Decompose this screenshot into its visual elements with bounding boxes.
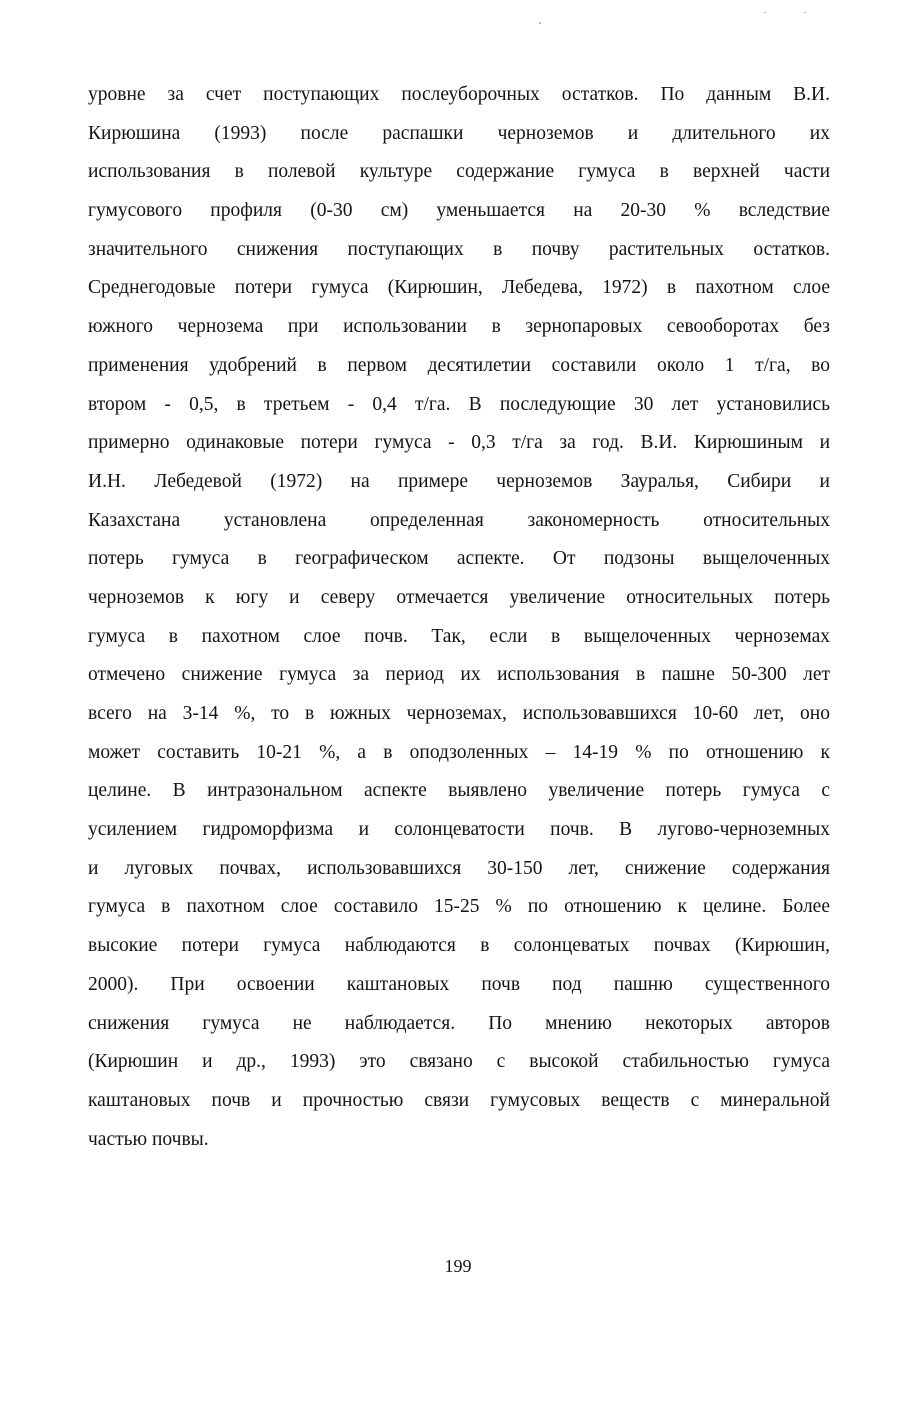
text-line: примерно одинаковые потери гумуса - 0,3 т/га за год. В.И. Кирюшиным и [88,432,830,454]
text-line-last: частью почвы. [88,1128,209,1150]
body-paragraph [88,76,830,1159]
text-line: целине. В интразональном аспекте выявлено увеличение потерь гумуса с [88,780,830,802]
text-line: втором - 0,5, в третьем - 0,4 т/га. В последующие 30 лет установились [88,393,830,415]
text-line: (Кирюшин и др., 1993) это связано с высокой стабильностью гумуса [88,1051,830,1073]
text-line: значительного снижения поступающих в почву растительных остатков. [88,238,830,260]
text-line: Среднегодовые потери гумуса (Кирюшин, Лебедева, 1972) в пахотном слое [88,277,830,299]
scan-speck [539,22,541,24]
text-line: применения удобрений в первом десятилетии составили около 1 т/га, во [88,354,830,376]
text-line: каштановых почв и прочностью связи гумусовых веществ с минеральной [88,1089,830,1111]
text-line: снижения гумуса не наблюдается. По мнению некоторых авторов [88,1012,830,1034]
text-line: уровне за счет поступающих послеуборочных остатков. По данным В.И. [88,84,830,105]
text-line: Кирюшина (1993) после распашки черноземов и длительного их [88,122,830,144]
text-line: высокие потери гумуса наблюдаются в солонцеватых почвах (Кирюшин, [88,935,830,957]
text-line: гумуса в пахотном слое составило 15-25 % по отношению к целине. Более [88,896,830,918]
text-line: южного чернозема при использовании в зернопаровых севооборотах без [88,316,830,338]
text-line: отмечено снижение гумуса за период их использования в пашне 50-300 лет [88,664,830,686]
text-line: 2000). При освоении каштановых почв под пашню существенного [88,973,830,995]
text-line: гумусового профиля (0-30 см) уменьшается на 20-30 % вследствие [88,200,830,222]
text-line: может составить 10-21 %, а в оподзоленных – 14-19 % по отношению к [88,741,830,763]
text-line: потерь гумуса в географическом аспекте. От подзоны выщелоченных [88,548,830,570]
scan-speck [804,12,806,13]
page-number: 199 [444,1256,472,1276]
text-line: черноземов к югу и северу отмечается увеличение относительных потерь [88,586,830,608]
scan-speck [764,12,766,13]
text-line: И.Н. Лебедевой (1972) на примере черноземов Зауралья, Сибири и [88,470,830,492]
text-line: использования в полевой культуре содержание гумуса в верхней части [88,161,830,183]
text-line: усилением гидроморфизма и солонцеватости почв. В лугово-черноземных [88,819,830,841]
text-line: Казахстана установлена определенная закономерность относительных [88,509,830,531]
text-line: и луговых почвах, использовавшихся 30-150 лет, снижение содержания [88,857,830,879]
text-line: гумуса в пахотном слое почв. Так, если в выщелоченных черноземах [88,625,830,647]
text-line: всего на 3-14 %, то в южных черноземах, использовавшихся 10-60 лет, оно [88,703,830,724]
